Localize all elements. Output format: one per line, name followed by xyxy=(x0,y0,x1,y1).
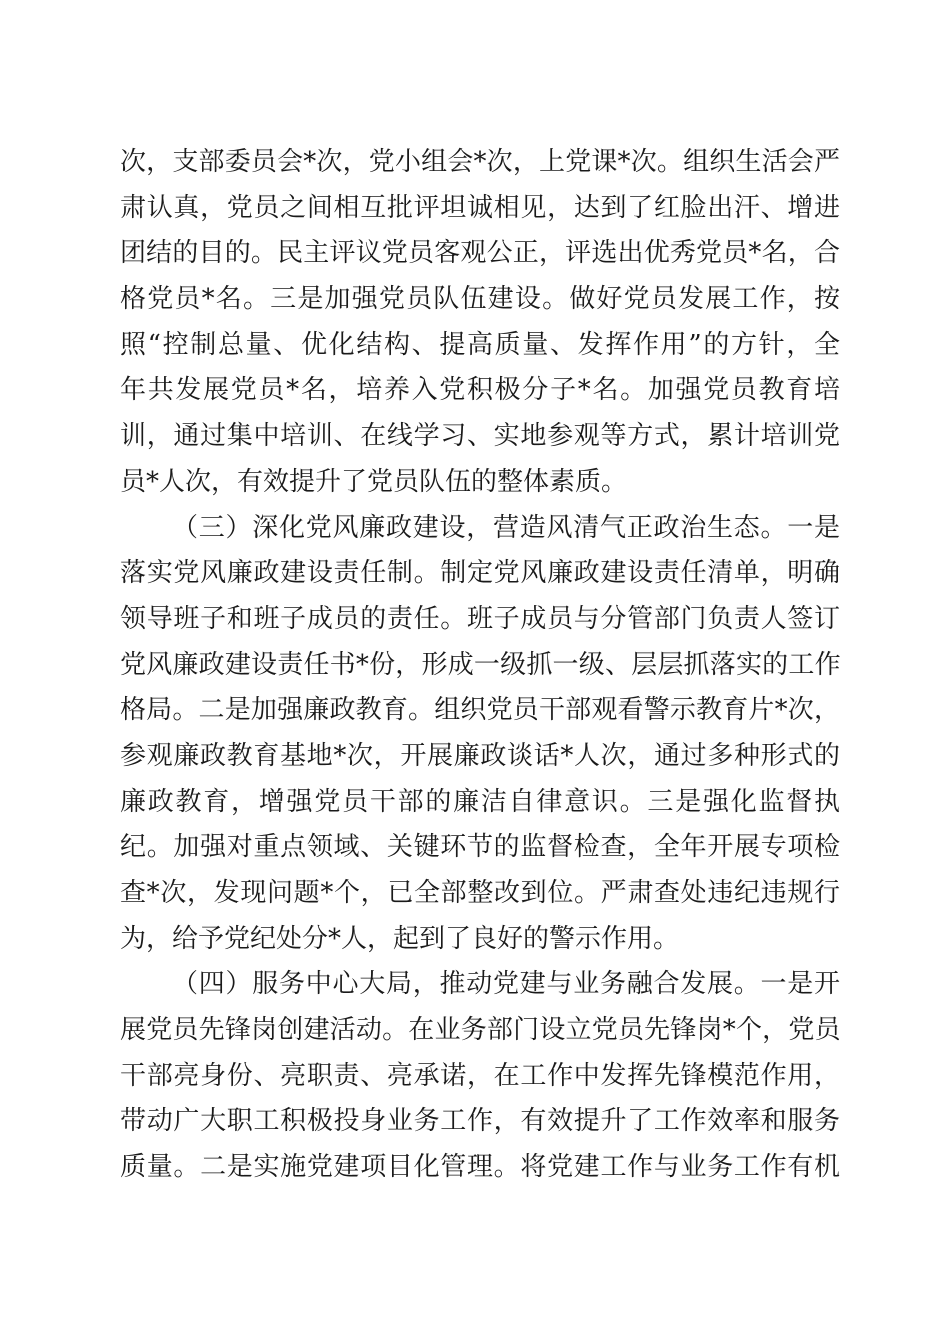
text-line: 廉政教育，增强党员干部的廉洁自律意识。三是强化监督执 xyxy=(120,786,840,817)
text-line: 落实党风廉政建设责任制。制定党风廉政建设责任清单，明确 xyxy=(120,558,840,589)
text-line: 纪。加强对重点领域、关键环节的监督检查，全年开展专项检 xyxy=(120,832,840,863)
text-line: 格局。二是加强廉政教育。组织党员干部观看警示教育片*次， xyxy=(120,695,840,726)
text-line: 展党员先锋岗创建活动。在业务部门设立党员先锋岗*个，党员 xyxy=(120,1015,840,1046)
text-line: 为，给予党纪处分*人，起到了良好的警示作用。 xyxy=(120,923,680,954)
text-line: 参观廉政教育基地*次，开展廉政谈话*人次，通过多种形式的 xyxy=(120,740,840,771)
text-line: 照“控制总量、优化结构、提高质量、发挥作用”的方针，全 xyxy=(120,329,840,360)
text-line: 格党员*名。三是加强党员队伍建设。做好党员发展工作，按 xyxy=(120,284,840,315)
text-line: 员*人次，有效提升了党员队伍的整体素质。 xyxy=(120,466,628,497)
body-text xyxy=(120,140,840,1191)
text-line: 领导班子和班子成员的责任。班子成员与分管部门负责人签订 xyxy=(120,603,840,634)
text-line: 查*次，发现问题*个，已全部整改到位。严肃查处违纪违规行 xyxy=(120,878,840,908)
text-line: 质量。二是实施党建项目化管理。将党建工作与业务工作有机 xyxy=(120,1152,840,1183)
text-line: 年共发展党员*名，培养入党积极分子*名。加强党员教育培 xyxy=(120,375,840,406)
text-line: 肃认真，党员之间相互批评坦诚相见，达到了红脸出汗、增进 xyxy=(120,192,840,223)
section-heading-four: （四）服务中心大局，推动党建与业务融合发展。一是开 xyxy=(172,969,840,1000)
text-line: 党风廉政建设责任书*份，形成一级抓一级、层层抓落实的工作 xyxy=(120,649,840,680)
section-heading-three: （三）深化党风廉政建设，营造风清气正政治生态。一是 xyxy=(172,512,840,543)
text-line: 次，支部委员会*次，党小组会*次，上党课*次。组织生活会严 xyxy=(120,147,840,177)
text-line: 训，通过集中培训、在线学习、实地参观等方式，累计培训党 xyxy=(120,421,840,452)
text-line: 带动广大职工积极投身业务工作，有效提升了工作效率和服务 xyxy=(120,1106,840,1137)
text-line: 团结的目的。民主评议党员客观公正，评选出优秀党员*名，合 xyxy=(120,238,840,269)
text-line: 干部亮身份、亮职责、亮承诺，在工作中发挥先锋模范作用， xyxy=(120,1060,840,1091)
